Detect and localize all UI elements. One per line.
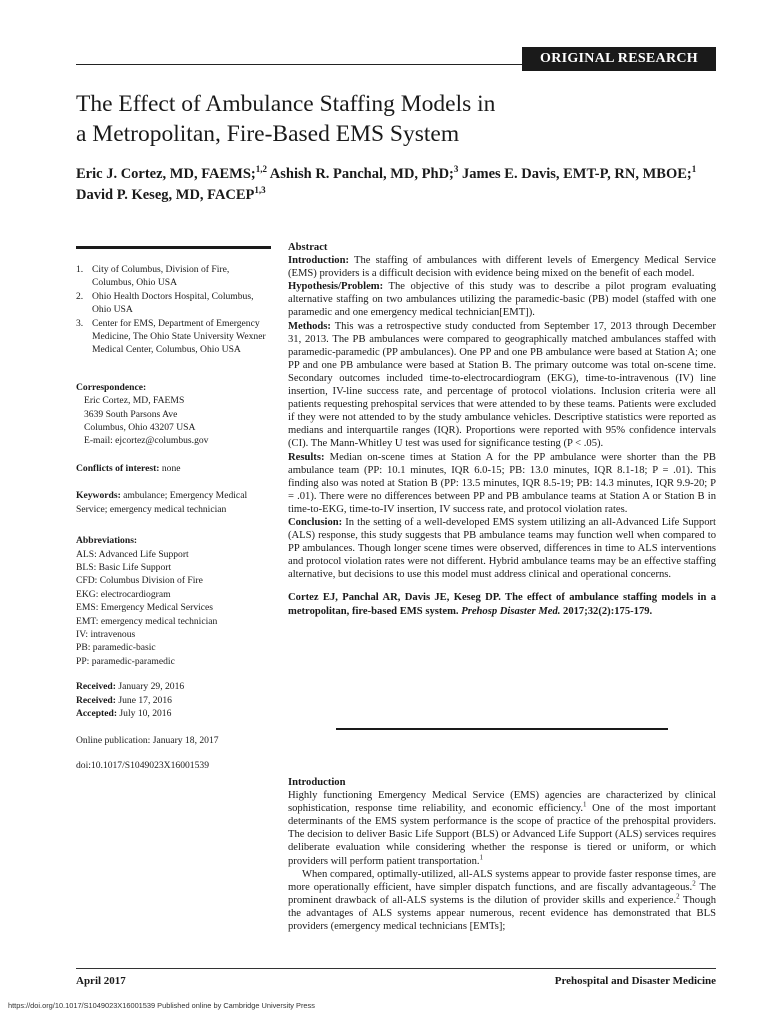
affiliation-item [76,317,271,357]
abstract-methods-label: Methods: [288,320,331,332]
title-line-1: The Effect of Ambulance Staffing Models in [76,91,496,117]
footer-journal-name: Prehospital and Disaster Medicine [554,975,716,987]
correspondence-heading: Correspondence: [76,381,147,393]
citation-journal: Prehosp Disaster Med. [461,605,561,617]
citation-volume: 2017;32(2):175-179. [560,605,653,617]
received-label: Received: [76,681,116,693]
author-keseg-affil: 1,3 [254,185,266,196]
abbreviation-item: PB: paramedic-basic [76,642,156,654]
section-banner: ORIGINAL RESEARCH [522,47,716,71]
abstract-hyp-text: The objective of this study was to describe a pilot program evaluating alternative staffing on two ambulances utilizing the paramedic-basic (PB) model (staffed with one paramedic and one emergency medical technician[EMT]). [288,281,716,319]
reference-marker: 1 [479,853,484,862]
conflicts-value: none [159,462,181,474]
intro-p1-text-cont: One of the most important determinants of the EMS system performance is the scope of practice of the prehospital providers. The decision to deliver Basic Life Support (BLS) or Advanced Life Support (ALS) services requires deliberate evaluation while considering whether the response is tiered or uniform, or which providers will perform patient transportation. [288,803,716,867]
abstract-introduction [288,254,716,280]
abstract-intro-text: The staffing of ambulances with different levels of Emergency Medical Service (EMS) providers is a difficult decision with evidence being mixed on the benefit of each model. [288,255,716,280]
intro-p2-text-end: Though the advantages of ALS systems appear numerous, recent evidence has demonstrated that BLS providers (emergency medical technicians [EMTs]; [288,894,716,933]
revised-date [76,694,271,707]
author-davis: James E. Davis, EMT-P, RN, MBOE; [458,166,692,182]
affiliation-list [76,263,271,357]
article-title [76,89,696,149]
sidebar-metadata [76,246,271,772]
abstract-intro-label: Introduction: [288,255,350,267]
author-cortez: Eric J. Cortez, MD, FAEMS; [76,166,256,182]
abstract-methods [288,320,716,451]
correspondence-line: Eric Cortez, MD, FAEMS [84,395,185,407]
abbreviation-item: IV: intravenous [76,628,136,640]
accepted-value: July 10, 2016 [117,707,172,719]
footer-rule [76,968,716,969]
author-panchal: Ashish R. Panchal, MD, PhD; [266,166,454,182]
doi[interactable]: doi:10.1017/S1049023X16001539 [76,759,209,771]
abbreviation-item: EKG: electrocardiogram [76,588,171,600]
reference-marker: 2 [676,892,680,901]
author-panchal-affil: 3 [453,164,459,175]
abstract [288,241,716,618]
online-publication: Online publication: January 18, 2017 [76,735,219,747]
author-keseg: David P. Keseg, MD, FACEP [76,187,255,203]
affiliation-text: Ohio Health Doctors Hospital, Columbus, Ohio USA [92,290,254,316]
correspondence-line: Columbus, Ohio 43207 USA [84,422,196,434]
correspondence-block [76,394,271,448]
abstract-conclusion-text: In the setting of a well-developed EMS system utilizing an all-Advanced Life Support (ALS) response, this study suggests that PB ambulance teams may function well when compared to PP ambulances. Though longer scene times were observed, differences in time to ALS interventions and protocol violation rates were not different. Hybrid ambulance teams may be an effective staffing alternative, but decisions to use this model must address clinical and operational concerns. [288,516,716,581]
intro-p2-text: When compared, optimally-utilized, all-ALS systems appear to provide faster response times, are more operationally efficient, have simpler dispatch functions, and are fiscally advantageous. [288,868,716,893]
author-davis-affil: 1 [691,164,697,175]
abstract-conclusion-label: Conclusion: [288,516,343,528]
abstract-end-rule [336,728,668,730]
abbreviations-heading: Abbreviations: [76,535,138,547]
affiliation-text: City of Columbus, Division of Fire, Columbus, Ohio USA [92,264,230,289]
introduction-paragraph-1 [288,789,716,868]
keywords [76,489,271,516]
abstract-results [288,451,716,516]
sidebar-rule [76,246,271,249]
received-value: January 29, 2016 [115,681,185,693]
abbreviation-list [76,548,271,669]
conflicts-label: Conflicts of interest: [76,462,160,474]
citation [288,591,716,617]
author-list [76,164,721,206]
abbreviation-item: CFD: Columbus Division of Fire [76,575,203,587]
accepted-label: Accepted: [76,707,118,719]
affiliation-item [76,290,271,317]
affiliation-number: 2. [76,290,84,302]
introduction-paragraph-2 [288,868,716,933]
abbreviation-item: BLS: Basic Life Support [76,561,172,573]
abbreviation-item: PP: paramedic-paramedic [76,655,175,667]
keywords-label: Keywords: [76,490,121,502]
footer-issue-date: April 2017 [76,975,126,987]
abstract-results-text: Median on-scene times at Station A for the PP ambulance were shorter than the PB ambulance team (PP: 10.1 minutes, IQR 6.0-15; PB: 13.0 minutes, IQR 8.1-18; P = .01). This finding also was noted at Station B (PP: 13.5 minutes, IQR 8.5-19; PB: 14.3 minutes, IQR 9.9-20; P = .01). There were no differences between PP and PB ambulance teams at Station A or Station B in time-to-EKG, time-to-IV insertion, IV success rate, and protocol violation rates. [288,451,716,515]
intro-p2-text-cont: The prominent drawback of all-ALS systems is the dilution of provider skills and experience. [288,881,716,906]
revised-label: Received: [76,694,116,706]
title-line-2: a Metropolitan, Fire-Based EMS System [76,121,460,147]
abbreviation-item: EMS: Emergency Medical Services [76,602,214,614]
abstract-conclusion [288,516,716,581]
conflicts-of-interest [76,462,271,475]
abbreviation-item: ALS: Advanced Life Support [76,548,189,560]
introduction-section [288,776,716,933]
affiliation-item [76,263,271,290]
abbreviation-item: EMT: emergency medical technician [76,615,218,627]
keywords-value: ambulance; Emergency Medical Service; emergency medical technician [76,490,248,515]
affiliation-number: 3. [76,317,84,329]
abstract-results-label: Results: [288,451,325,463]
abstract-hypothesis [288,280,716,319]
correspondence-email[interactable]: E-mail: ejcortez@columbus.gov [84,435,209,447]
abstract-hyp-label: Hypothesis/Problem: [288,281,384,293]
publisher-doi-line[interactable]: https://doi.org/10.1017/S1049023X16001539 Published online by Cambridge University Press [8,1001,315,1010]
affiliation-text: Center for EMS, Department of Emergency Medicine, The Ohio State University Wexner Medical Center, Columbus, Ohio USA [92,317,266,356]
reference-marker: 1 [583,800,587,809]
introduction-heading: Introduction [288,777,346,788]
abstract-heading: Abstract [288,242,328,253]
correspondence-line: 3639 South Parsons Ave [84,408,178,420]
received-date [76,680,271,693]
reference-marker: 2 [692,879,696,888]
revised-value: June 17, 2016 [115,694,172,706]
accepted-date [76,707,271,720]
affiliation-number: 1. [76,264,84,275]
abstract-methods-text: This was a retrospective study conducted from September 17, 2013 through December 31, 2013. The PB ambulances were compared to geographically matched ambulances staffed with paramedic-paramedic (PP ambulances). One PP and one PB ambulance were based at Station A; one PP and one PB ambulance were based at Station B. The primary outcome was total on-scene time. Secondary outcomes included time-to-electrocardiogram (EKG), time-to-intravenous (IV) line insertion, IV-line success rate, and percentage of protocol violations. Inclusion criteria were all patients requesting prehospital services that were attended to by these teams. Patients were excluded if they were not attended to by the study ambulance vehicles. Descriptive statistics were reported as medians and interquartile ranges (IQR). Proportions were reported with 95% confidence intervals (CI). The Mann-Whitley U test was used for significance testing (P < .05). [288,320,716,450]
intro-p1-text: Highly functioning Emergency Medical Service (EMS) agencies are characterized by clinical sophistication, response time reliability, and economic efficiency. [288,790,716,815]
author-cortez-affil: 1,2 [255,164,267,175]
citation-text: Cortez EJ, Panchal AR, Davis JE, Keseg DP. The effect of ambulance staffing models in a metropolitan, fire-based EMS system. [288,592,716,617]
